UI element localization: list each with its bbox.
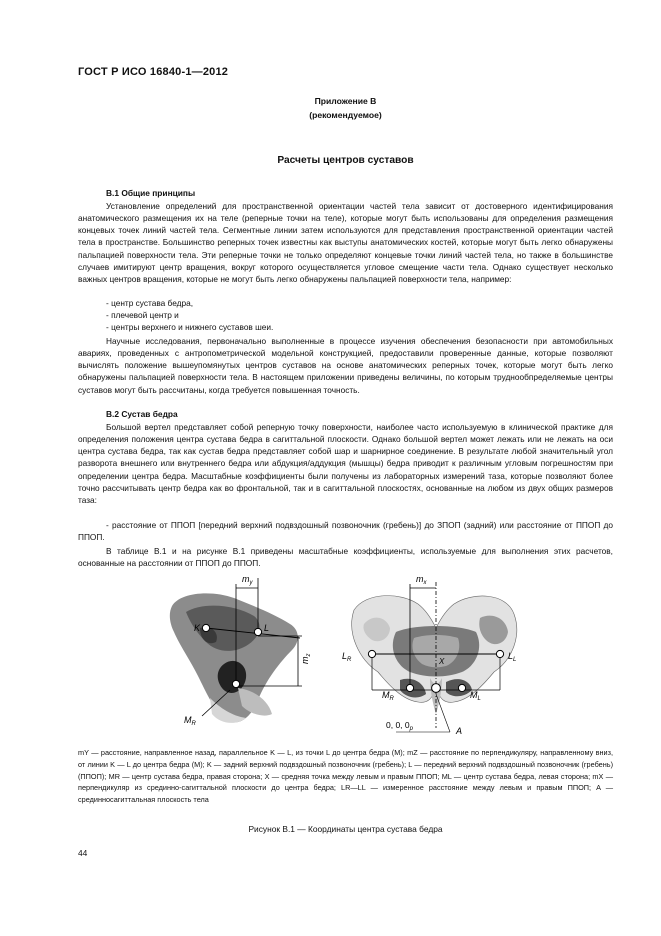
section-heading-b2: В.2 Сустав бедра (106, 409, 178, 419)
pelvis-lateral-drawing (170, 593, 298, 723)
point-mr-frontal (406, 684, 413, 691)
page-title: Расчеты центров суставов (277, 155, 414, 166)
label-mx: $m_x$ (416, 574, 427, 586)
point-mr (232, 680, 239, 687)
label-lr: $L_R$ (342, 651, 352, 663)
label-ll: $L_L$ (508, 651, 517, 663)
appendix-line1: Приложение В (314, 96, 377, 106)
paragraph-table-ref: В таблице В.1 и на рисунке В.1 приведены масштабные коэффициенты, используемые для выполнения этих расчетов, основанные на расстоянии от ППОП до ППОП. (78, 546, 613, 569)
point-lr (368, 650, 375, 657)
label-ml: $M_L$ (470, 690, 481, 702)
label-a: A (456, 726, 463, 736)
point-ml (458, 684, 465, 691)
paragraph-research: Научные исследования, первоначально выполненные в процессе изучения обеспечения безопасности при автомобильных авариях, проведенных с антропометрической модельной конструкцией, предоставили проверенные данные, которые позволяют вычислять положение вышеупомянутых центров суставов на основе анатомических реперных точек, которые могут быть легко обнаружены пальпацией поверхности тела. В настоящем приложении приведены величины, по которым труднообпределяемые центры суставов могут быть рассчитаны, когда требуется повышенная точность. (78, 336, 613, 395)
figure-hip-coordinates (150, 568, 530, 738)
paragraph-hip: Большой вертел представляет собой реперную точку поверхности, наиболее часто используемую в клинической практике для определения положения центра сустава бедра в сагиттальной плоскости. Однако большой вертел может лежать или не лежать на оси центра сустава бедра, так как сустав бедра представляет собой шар и шарнирное соединение. В результате любой значительный угол разворота внешнего или внутреннего бедра или абдукция/аддукция (мышцы) бедра приводит к различным угловым погрешностям при определении центра бедра. Масштабные коэффициенты были получены из лабораторных измерений таза, которые позволяют более точно рассчитывать центр бедра как во фронтальной, так и в сагиттальной плоскостях, основанные на любом из двух общих размеров таза: (78, 422, 613, 505)
point-ll (496, 650, 503, 657)
appendix-label (78, 94, 613, 122)
label-x: X (439, 657, 445, 666)
paragraph-principles: Установление определений для пространственной ориентации частей тела зависит от достоверного идентифицирования анатомического размещения их на теле (реперные точки на теле), которые могут быть использованы для определения размещения концевых точек линий частей тела. Сегментные линии затем используются для представления пространственной ориентации частей тела в пространстве. Большинство реперных точек известны как выступы анатомических костей, которые могут быть легко обнаружены пальпацией поверхности тела. Эти реперные точки не только определяют концевые точки линий частей тела, но также в большинстве случаев имитируют центр вращения, вокруг которого осуществляется угловое смещение части тела. Однако существует несколько важных центров вращения, которые не могут быть легко обнаружены пальпацией поверхности тела, например: (78, 201, 613, 284)
label-l: L (264, 623, 270, 633)
appendix-line2: (рекомендуемое) (309, 110, 382, 120)
standard-header: ГОСТ Р ИСО 16840-1—2012 (78, 66, 229, 78)
section-heading-b1: В.1 Общие принципы (106, 188, 196, 198)
paragraph-distance: - расстояние от ППОП [передний верхний подвздошный позвоночник (гребень)] до ЗПОП (задний) или расстояние от ППОП до ППОП. (78, 520, 613, 543)
label-k: K (194, 623, 201, 633)
point-l (254, 628, 261, 635)
list-item: - плечевой центр и (106, 310, 179, 320)
list-item: - центр сустава бедра, (106, 298, 194, 308)
label-origin: 0, 0, $0_p$ (386, 720, 413, 732)
point-k (202, 624, 209, 631)
label-my: $m_y$ (242, 574, 253, 586)
label-mr-right: $M_R$ (382, 690, 394, 702)
figure-legend: mY — расстояние, направленное назад, параллельное K — L, из точки L до центра бедра (M); mZ — расстояние по перпендикуляру, направленному вниз, от линии K — L до центра бедра (M); K — задний верхний подвздошный позвоночник (гребень); L — передний верхний подвздошный позвоночник (гребень) (ППОП); MR — центр сустава бедра, правая сторона; X — средняя точка между левым и правым ППОП; ML — центр сустава бедра, левая сторона; mX — перпендикуляр из срединно-сагиттальной плоскости до центра бедра; LR—LL — измеренное расстояние между левым и правым ППОП; A — срединносагиттальная плоскость тела (78, 748, 613, 805)
page-number: 44 (78, 848, 88, 858)
label-mr-left: $M_R$ (184, 715, 196, 727)
label-mz: $m_z$ (300, 653, 312, 664)
list-item: - центры верхнего и нижнего суставов шеи. (106, 322, 274, 332)
pelvis-frontal-drawing (352, 596, 517, 714)
figure-title: Рисунок В.1 — Координаты центра сустава бедра (248, 824, 443, 834)
point-origin (432, 684, 441, 693)
